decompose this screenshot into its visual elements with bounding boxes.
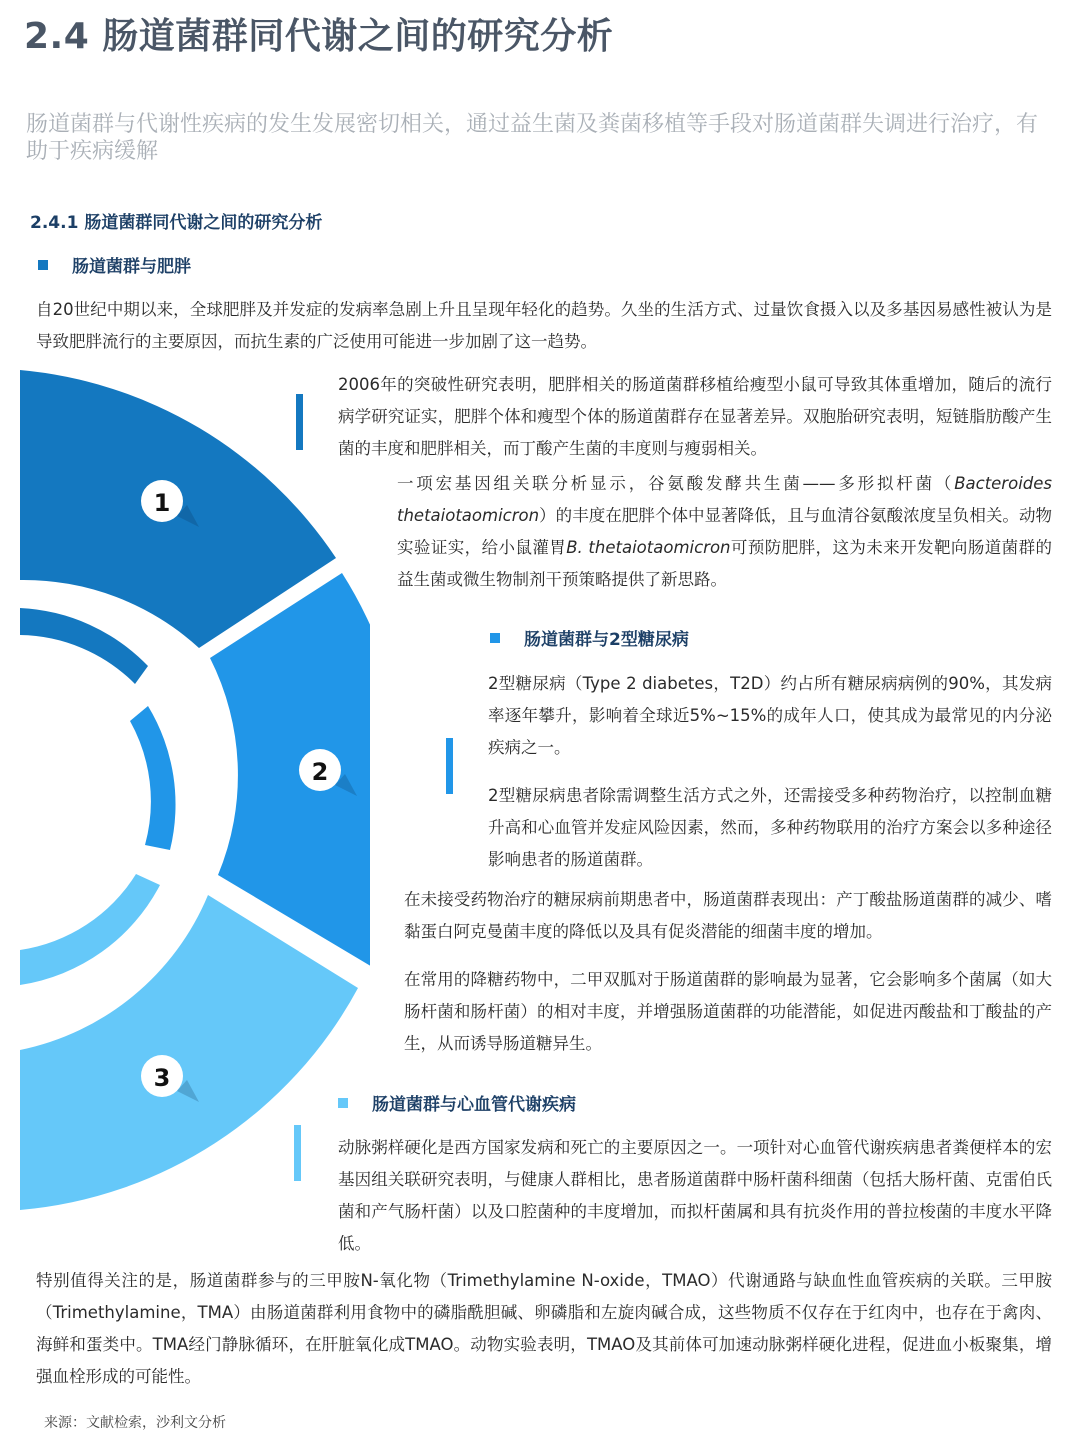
diabetes-heading-text: 肠道菌群与2型糖尿病 — [524, 630, 689, 650]
obesity-paragraph-2: 一项宏基因组关联分析显示，谷氨酸发酵共生菌——多形拟杆菌（Bacteroides thetaiotaomicron）的丰度在肥胖个体中显著降低，且与血清谷氨酸浓度呈负相关。动物实验证实，给小鼠灌胃B. thetaiotaomicron可预防肥胖，这为未来开发靶向肠道菌群的益生菌或微生物制剂干预策略提供了新思路。 — [397, 474, 1053, 589]
obesity-heading — [38, 252, 191, 277]
segment-2 — [210, 573, 370, 968]
diabetes-paragraph-4: 在常用的降糖药物中，二甲双胍对于肠道菌群的影响最为显著，它会影响多个菌属（如大肠杆菌和肠杆菌）的相对丰度，并增强肠道菌群的功能潜能，如促进丙酸盐和丁酸盐的产生，从而诱导肠道糖异生。 — [404, 970, 1052, 1053]
badge-1-label: 1 — [153, 489, 171, 517]
bullet-square-icon — [338, 1098, 348, 1108]
source-note: 来源：文献检索，沙利文分析 — [44, 1415, 226, 1431]
inner-arc-medium — [130, 706, 176, 850]
cardio-heading-text: 肠道菌群与心血管代谢疾病 — [372, 1095, 576, 1115]
obesity-heading-text: 肠道菌群与肥胖 — [72, 257, 191, 277]
bullet-square-icon — [490, 633, 500, 643]
segmented-arc-diagram — [0, 366, 370, 1216]
diabetes-heading — [490, 625, 689, 650]
inner-arc-light — [20, 874, 160, 985]
obesity-paragraph-1: 2006年的突破性研究表明，肥胖相关的肠道菌群移植给瘦型小鼠可导致其体重增加，随后的流行病学研究证实，肥胖个体和瘦型个体的肠道菌群存在显著差异。双胞胎研究表明，短链脂肪酸产生菌的丰度和肥胖相关，而丁酸产生菌的丰度则与瘦弱相关。 — [338, 375, 1052, 458]
badge-3-label: 3 — [153, 1064, 171, 1092]
bullet-square-icon — [38, 260, 48, 270]
inner-arc-dark — [20, 608, 148, 684]
lead-text: 肠道菌群与代谢性疾病的发生发展密切相关，通过益生菌及粪菌移植等手段对肠道菌群失调进行治疗，有助于疾病缓解 — [26, 112, 1039, 164]
cardio-paragraph-2: 特别值得关注的是，肠道菌群参与的三甲胺N-氧化物（Trimethylamine N-oxide，TMAO）代谢通路与缺血性血管疾病的关联。三甲胺（Trimethylamine，TMA）由肠道菌群利用食物中的磷脂酰胆碱、卵磷脂和左旋肉碱合成，这些物质不仅存在于红肉中，也存在于禽肉、海鲜和蛋类中。TMA经门静脉循环，在肝脏氧化成TMAO。动物实验表明，TMAO及其前体可加速动脉粥样硬化进程，促进血小板聚集，增强血栓形成的可能性。 — [36, 1271, 1052, 1386]
cardio-paragraph-1: 动脉粥样硬化是西方国家发病和死亡的主要原因之一。一项针对心血管代谢疾病患者粪便样本的宏基因组关联研究表明，与健康人群相比，患者肠道菌群中肠杆菌科细菌（包括大肠杆菌、克雷伯氏菌和产气肠杆菌）以及口腔菌种的丰度增加，而拟杆菌属和具有抗炎作用的普拉梭菌的丰度水平降低。 — [338, 1138, 1052, 1253]
diabetes-paragraph-2: 2型糖尿病患者除需调整生活方式之外，还需接受多种药物治疗，以控制血糖升高和心血管并发症风险因素，然而，多种药物联用的治疗方案会以多种途径影响患者的肠道菌群。 — [488, 786, 1052, 869]
species-name-short: B. thetaiotaomicron — [566, 538, 731, 557]
obesity-intro: 自20世纪中期以来，全球肥胖及并发症的发病率急剧上升且呈现年轻化的趋势。久坐的生活方式、过量饮食摄入以及多基因易感性被认为是导致肥胖流行的主要原因，而抗生素的广泛使用可能进一步加剧了这一趋势。 — [36, 300, 1052, 351]
accent-bar-obesity — [296, 394, 303, 450]
page-title: 2.4 肠道菌群同代谢之间的研究分析 — [24, 16, 614, 57]
subsection-title: 2.4.1 肠道菌群同代谢之间的研究分析 — [30, 213, 323, 233]
accent-bar-diabetes — [446, 738, 453, 794]
diabetes-paragraph-3: 在未接受药物治疗的糖尿病前期患者中，肠道菌群表现出：产丁酸盐肠道菌群的减少、嗜黏蛋白阿克曼菌丰度的降低以及具有促炎潜能的细菌丰度的增加。 — [404, 890, 1052, 941]
species-name: Bacteroides thetaiotaomicron — [397, 474, 1052, 525]
badge-2-label: 2 — [311, 758, 329, 786]
accent-bar-cardio — [294, 1125, 301, 1181]
diabetes-paragraph-1: 2型糖尿病（Type 2 diabetes，T2D）约占所有糖尿病病例的90%，其发病率逐年攀升，影响着全球近5%~15%的成年人口，使其成为最常见的内分泌疾病之一。 — [488, 674, 1052, 757]
cardio-heading — [338, 1090, 576, 1115]
